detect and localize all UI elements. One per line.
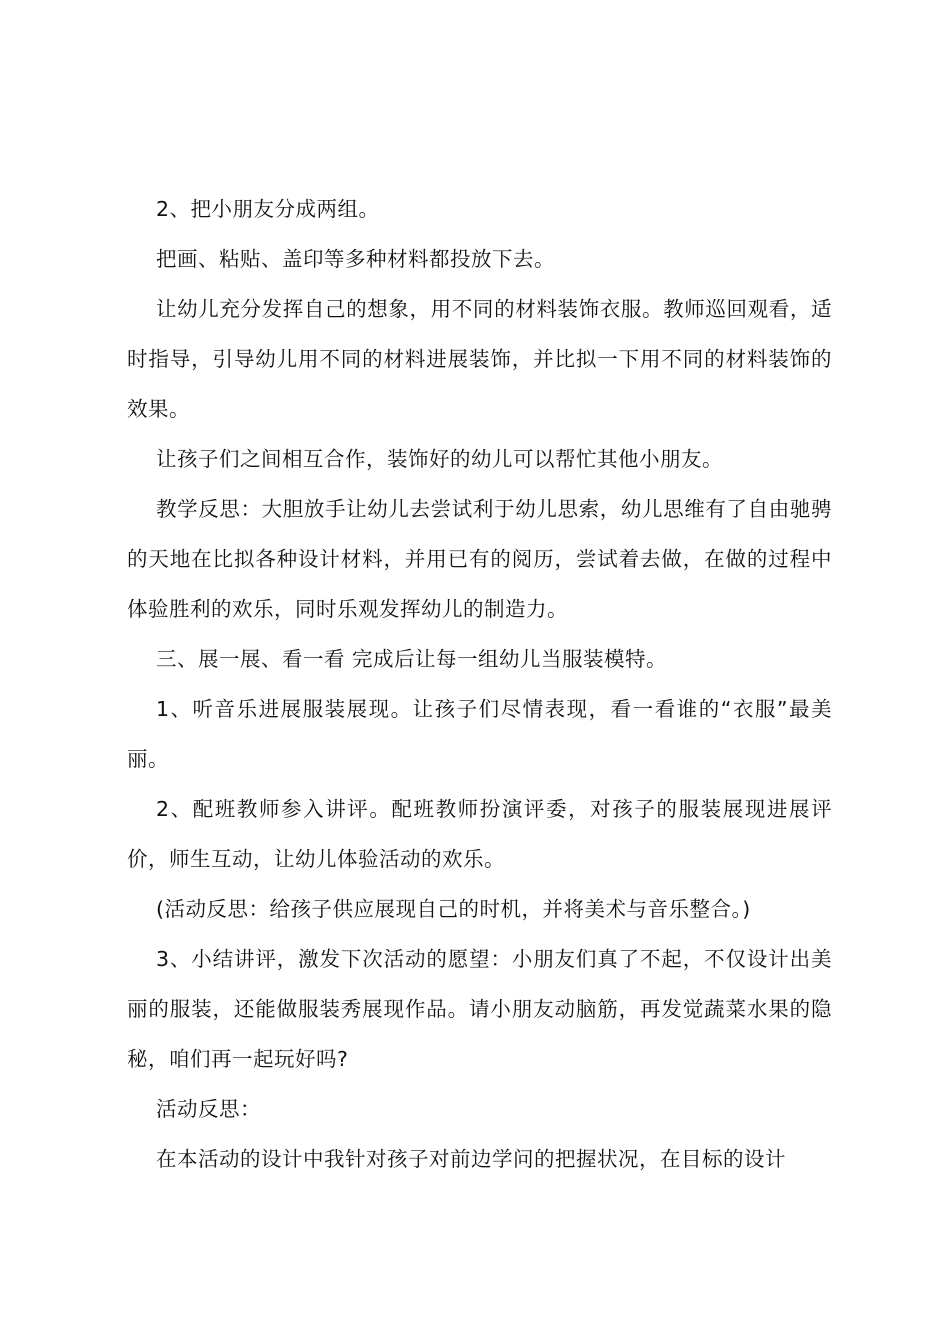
- paragraph-section-three: 三、展一展、看一看 完成后让每一组幼儿当服装模特。: [156, 647, 668, 671]
- paragraph-music-show: 1、听音乐进展服装展现。让孩子们尽情表现，看一看谁的“衣服”最美丽。: [127, 697, 832, 771]
- paragraph-design-intro: 在本活动的设计中我针对孩子对前边学问的把握状况，在目标的设计: [156, 1147, 786, 1171]
- paragraph-materials: 把画、粘贴、盖印等多种材料都投放下去。: [156, 247, 555, 271]
- paragraph-cooperation: 让孩子们之间相互合作，装饰好的幼儿可以帮忙其他小朋友。: [156, 447, 723, 471]
- document-body: [127, 184, 832, 1184]
- paragraph-reflection-heading: 活动反思：: [156, 1097, 261, 1121]
- paragraph-divide-groups: 2、把小朋友分成两组。: [156, 197, 380, 221]
- paragraph-teaching-reflection: 教学反思：大胆放手让幼儿去尝试利于幼儿思索，幼儿思维有了自由驰骋的天地在比拟各种设计材料，并用已有的阅历，尝试着去做，在做的过程中体验胜利的欢乐，同时乐观发挥幼儿的制造力。: [127, 497, 832, 621]
- paragraph-summary: 3、小结讲评，激发下次活动的愿望：小朋友们真了不起，不仅设计出美丽的服装，还能做服装秀展现作品。请小朋友动脑筋，再发觉蔬菜水果的隐秘，咱们再一起玩好吗?: [127, 947, 832, 1071]
- paragraph-activity-reflection-note: (活动反思：给孩子供应展现自己的时机，并将美术与音乐整合。): [156, 897, 751, 921]
- paragraph-teacher-review: 2、配班教师参入讲评。配班教师扮演评委，对孩子的服装展现进展评价，师生互动，让幼儿体验活动的欢乐。: [127, 797, 832, 871]
- paragraph-decorate-clothes: 让幼儿充分发挥自己的想象，用不同的材料装饰衣服。教师巡回观看，适时指导，引导幼儿用不同的材料进展装饰，并比拟一下用不同的材料装饰的效果。: [127, 297, 832, 421]
